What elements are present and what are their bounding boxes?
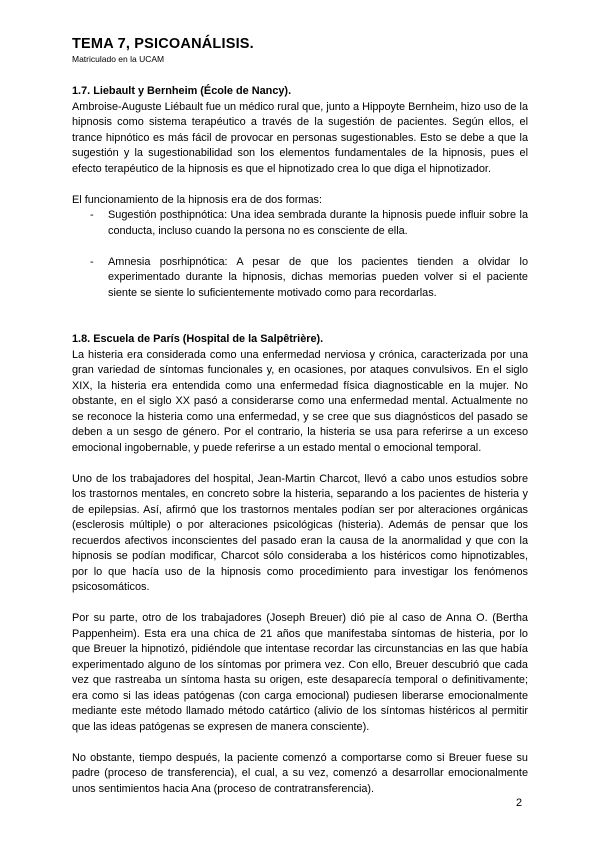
section-1-7-paragraph-1: Ambroise-Auguste Liébault fue un médico rural que, junto a Hippoyte Bernheim, hizo uso de la hipnosis como sistema terapéutico a través de la sugestión de pacientes. Según ellos, el trance hipnótico es más fácil de provocar en personas sugestionables. Esto se debe a que la sugestión y la sugestionabilidad son los elementos fundamentales de la hipnosis, pues el efecto terapéutico de la hipnosis es que el hipnotizado crea lo que diga el hipnotizador.	[72, 100, 528, 175]
page-title: TEMA 7, PSICOANÁLISIS.	[72, 36, 254, 52]
list-item	[72, 255, 528, 302]
section-1-8-paragraph-3: Por su parte, otro de los trabajadores (Joseph Breuer) dió pie al caso de Anna O. (Bertha Pappenheim). Esta era una chica de 21 años que manifestaba síntomas de histeria, por lo que Breuer la hipnotizó, pidiéndole que intentase recordar las circunstancias en las que había experimentado alguno de los síntomas por primera vez. Con ello, Breuer descubrió que cada vez que rastreaba un síntoma hasta su origen, este desaparecía temporal o definitivamente; era como si las ideas patógenas (con carga emocional) pudiesen liberarse emocionalmente mediante este método llamado método catártico (alivio de los síntomas histéricos al permitir que las ideas patógenas se expresen de manera consciente).	[72, 612, 528, 733]
section-heading-1-8: 1.8. Escuela de París (Hospital de la Salpêtrière).	[72, 333, 324, 345]
section-heading-1-7: 1.7. Liebault y Bernheim (École de Nancy).	[72, 85, 292, 97]
page-number: 2	[516, 797, 523, 809]
page-content	[72, 84, 528, 797]
list-item-text: Sugestión posthipnótica: Una idea sembrada durante la hipnosis puede influir sobre la conducta, incluso cuando la persona no es consciente de ella.	[108, 209, 528, 237]
bullet-dash: -	[90, 209, 94, 221]
hypnosis-forms-list	[72, 208, 528, 301]
bullet-dash: -	[90, 255, 94, 268]
page-subtitle: Matriculado en la UCAM	[72, 54, 165, 64]
list-item-text: Amnesia posrhipnótica: A pesar de que los pacientes tienden a olvidar lo experimentado durante la hipnosis, dichas memorias pueden volver si el paciente siente se siente lo suficientemente motivado como para recordarlas.	[108, 255, 528, 299]
list-item	[72, 208, 528, 239]
section-1-7-paragraph-2: El funcionamiento de la hipnosis era de dos formas:	[72, 193, 323, 206]
section-1-8-paragraph-1: La histeria era considerada como una enfermedad nerviosa y crónica, caracterizada por una gran variedad de síntomas funcionales y, en ocasiones, por ataques convulsivos. En el siglo XIX, la histeria era entendida como una enfermedad física diagnosticable en la mujer. No obstante, en el siglo XX pasó a considerarse como una enfermedad mental. Actualmente no se reconoce la histeria como una enfermedad, y se cree que sus diagnósticos del pasado se deben a un sesgo de género. Por el contrario, la histeria se usa para referirse a un exceso emocional ingobernable, y puede referirse a un estado mental o emocional temporal.	[72, 348, 528, 454]
section-1-8-paragraph-2: Uno de los trabajadores del hospital, Jean-Martin Charcot, llevó a cabo unos estudios sobre los trastornos mentales, en concreto sobre la histeria, separando a los pacientes de histeria y de epilepsias. Así, afirmó que los trastornos mentales podían ser por alteraciones orgánicas (esclerosis múltiple) o por alteraciones psicológicas (histeria). Además de pensar que los recuerdos afectivos inconscientes del pasado eran la causa de la anormalidad y que con la hipnosis se podían modificar, Charcot sólo consideraba a los histéricos como hipnotizables, por lo que hacía uso de la hipnosis como procedimiento para investigar los fenómenos psicosomáticos.	[72, 472, 528, 593]
section-1-8-paragraph-4: No obstante, tiempo después, la paciente comenzó a comportarse como si Breuer fuese su padre (proceso de transferencia), el cual, a su vez, comenzó a desarrollar emocionalmente unos sentimientos hacia Ana (proceso de contratransferencia).	[72, 751, 528, 795]
